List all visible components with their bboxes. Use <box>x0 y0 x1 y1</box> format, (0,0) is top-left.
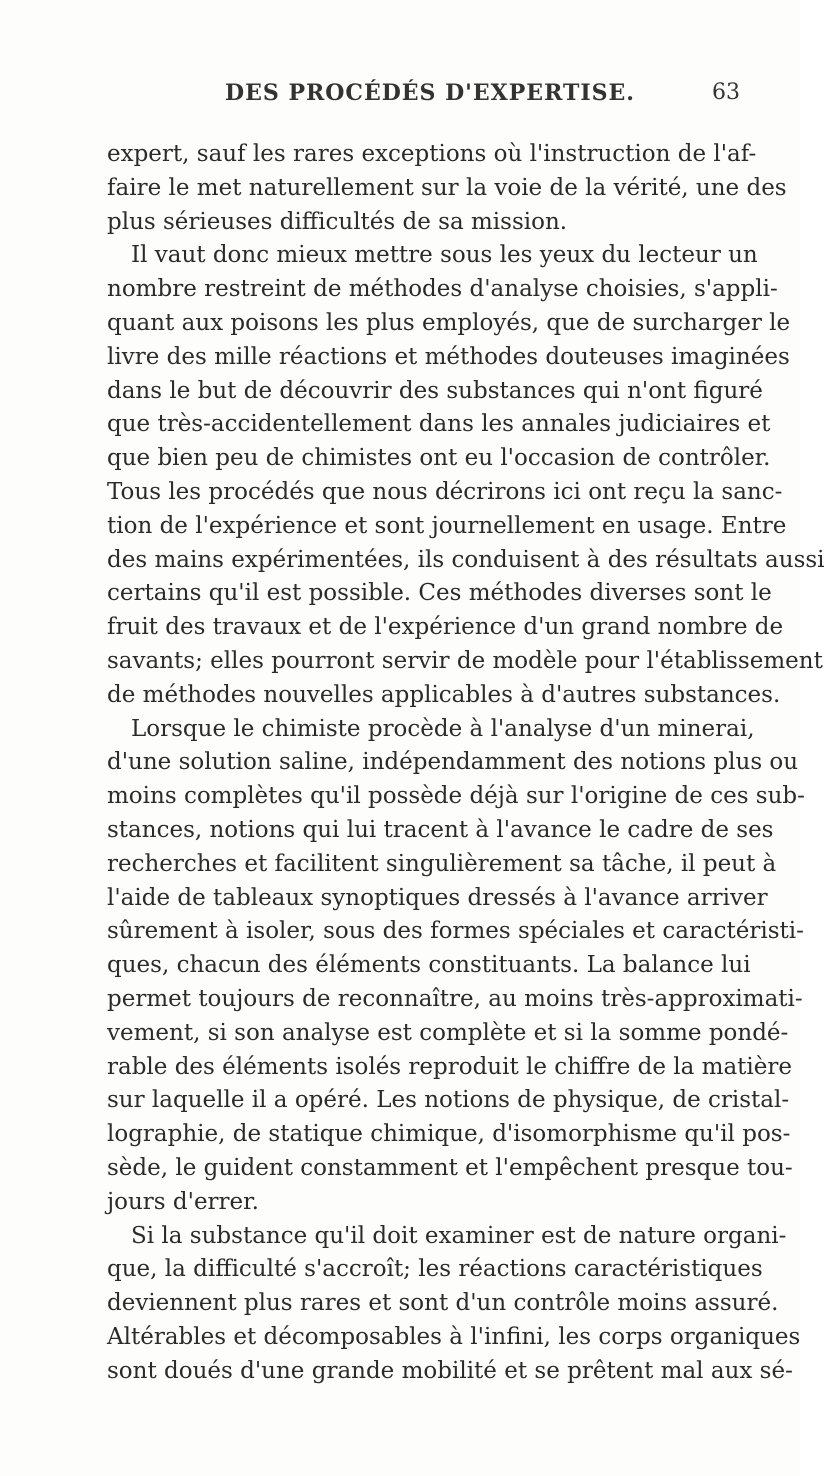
text-line: sède, le guident constamment et l'empêchent presque tou- <box>107 1154 793 1181</box>
text-line: permet toujours de reconnaître, au moins très-approximati- <box>107 985 803 1012</box>
text-line: que très-accidentellement dans les annales judiciaires et <box>107 411 771 438</box>
text-line: recherches et facilitent singulièrement sa tâche, il peut à <box>107 850 777 877</box>
text-line: lographie, de statique chimique, d'isomorphisme qu'il pos- <box>107 1121 791 1148</box>
text-line: savants; elles pourront servir de modèle pour l'établissement <box>107 647 823 674</box>
body-text <box>107 138 825 1388</box>
text-line: nombre restreint de méthodes d'analyse choisies, s'appli- <box>107 276 778 303</box>
text-line: l'aide de tableaux synoptiques dressés à l'avance arriver <box>107 884 768 911</box>
text-line: livre des mille réactions et méthodes douteuses imaginées <box>107 343 790 370</box>
text-line: des mains expérimentées, ils conduisent à des résultats aussi <box>107 546 825 573</box>
text-line: fruit des travaux et de l'expérience d'un grand nombre de <box>107 614 784 641</box>
text-line: faire le met naturellement sur la voie de la vérité, une des <box>107 174 787 201</box>
text-line: sont doués d'une grande mobilité et se prêtent mal aux sé- <box>107 1357 793 1384</box>
text-line: quant aux poisons les plus employés, que de surcharger le <box>107 309 791 336</box>
text-line: ques, chacun des éléments constituants. La balance lui <box>107 952 751 979</box>
text-line: sûrement à isoler, sous des formes spéciales et caractéristi- <box>107 918 804 945</box>
text-line: Altérables et décomposables à l'infini, les corps organiques <box>107 1323 801 1350</box>
text-line: Si la substance qu'il doit examiner est de nature organi- <box>131 1222 787 1249</box>
text-line: moins complètes qu'il possède déjà sur l'origine de ces sub- <box>107 783 805 810</box>
text-line: certains qu'il est possible. Ces méthodes diverses sont le <box>107 580 772 607</box>
text-line: expert, sauf les rares exceptions où l'instruction de l'af- <box>107 141 757 167</box>
text-line: Lorsque le chimiste procède à l'analyse d'un minerai, <box>131 715 755 742</box>
text-line: vement, si son analyse est complète et si la somme pondé- <box>107 1019 789 1046</box>
text-line: rable des éléments isolés reproduit le chiffre de la matière <box>107 1053 792 1080</box>
page-header <box>120 80 740 110</box>
text-line: stances, notions qui lui tracent à l'avance le cadre de ses <box>107 816 774 843</box>
text-line: d'une solution saline, indépendamment des notions plus ou <box>107 749 799 776</box>
text-line: que bien peu de chimistes ont eu l'occasion de contrôler. <box>107 445 771 472</box>
text-line: jours d'errer. <box>107 1188 259 1215</box>
text-line: de méthodes nouvelles applicables à d'autres substances. <box>107 681 781 708</box>
text-line: deviennent plus rares et sont d'un contrôle moins assuré. <box>107 1290 779 1317</box>
text-line: Tous les procédés que nous décrirons ici ont reçu la sanc- <box>107 478 783 505</box>
text-line: sur laquelle il a opéré. Les notions de physique, de cristal- <box>107 1087 790 1114</box>
text-line: plus sérieuses difficultés de sa mission. <box>107 208 568 235</box>
page-number: 63 <box>712 80 740 105</box>
text-line: tion de l'expérience et sont journellement en usage. Entre <box>107 512 787 539</box>
text-line: que, la difficulté s'accroît; les réactions caractéristiques <box>107 1256 763 1283</box>
text-line: dans le but de découvrir des substances qui n'ont figuré <box>107 377 763 404</box>
text-line: Il vaut donc mieux mettre sous les yeux du lecteur un <box>131 242 758 269</box>
running-title: DES PROCÉDÉS D'EXPERTISE. <box>225 80 635 106</box>
